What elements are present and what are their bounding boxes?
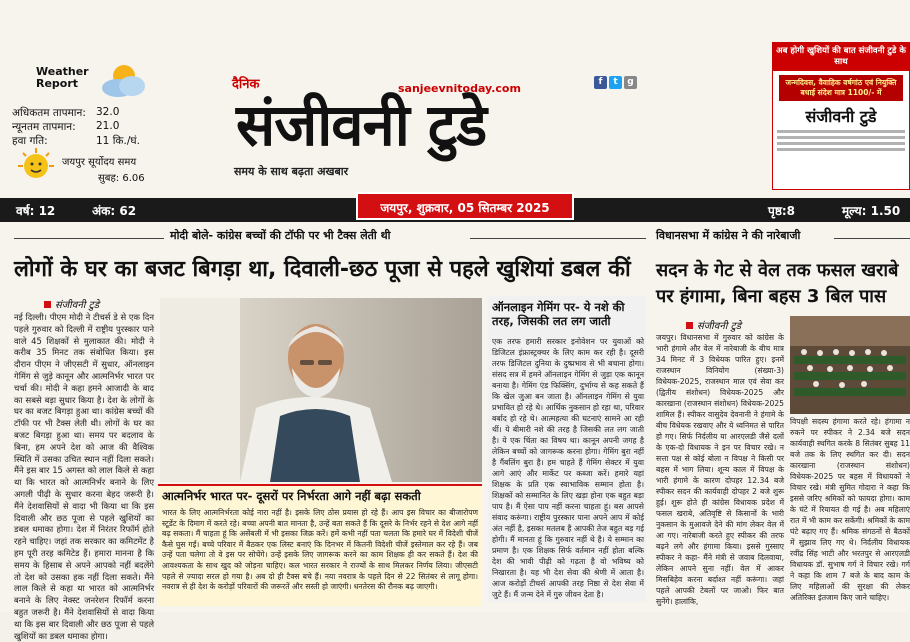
tagline: समय के साथ बढ़ता अखबार bbox=[234, 165, 349, 178]
issue-label: अंक: 62 bbox=[92, 204, 137, 218]
ad-offer: जन्मदिवस, वैवाहिक वर्षगांठ एवं नियुक्ति बधाई संदेश मात्र 1100/- में bbox=[779, 75, 903, 101]
weather-title: Weather Report bbox=[36, 65, 89, 90]
year-label: वर्ष: 12 bbox=[16, 204, 56, 218]
gaming-story-headline: ऑनलाइन गेमिंग पर- ये नशे की तरह, जिसकी लत लग जाती bbox=[492, 300, 625, 328]
boxed-story-headline: आत्मनिर्भर भारत पर- दूसरों पर निर्भरता आगे नहीं बढ़ा सकती bbox=[162, 489, 421, 503]
divider bbox=[14, 238, 164, 239]
main-byline: संजीवनी टुडे bbox=[44, 297, 99, 311]
main-headline: लोगों के घर का बजट बिगड़ा था, दिवाली-छठ पूजा से पहले खुशियां डबल कीं bbox=[14, 257, 631, 282]
min-temp: न्यूनतम तापमान: 21.0 bbox=[12, 120, 120, 133]
gaming-story-body: एक तरफ हमारी सरकार इनोवेशन पर युवाओं को डिजिटल इंफ्रास्ट्रक्चर के लिए काम कर रही है। दूसरी तरफ डिजिटल दुनिया के दुष्प्रभाव से भी बचाना होगा। संसद सत्र में हमने ऑनलाइन गेमिंग से जुड़ा एक कानून बनाया है। गेमिंग एंड फिक्सिंग, दुर्भाग्य से कह सकते हैं कि खेल जुआ बन जाता है। ऑनलाइन गेमिंग से युवा प्रभावित हो रहे थे। आर्थिक नुकसान हो रहा था, परिवार बर्बाद हो रहे थे। आत्महत्या की घटनाएं सामने आ रही थीं। ये बीमारी नशे की तरह है जिसकी लत लग जाती है। ये एक चिंता का विषय था। कानून अपनी जगह है लेकिन बच्चों को जागरूक करना होगा। गेमिंग बुरा नहीं है गैंबलिंग बुरा है। हम चाहते हैं गेमिंग सेक्टर में युवा आगे आएं और मार्केट पर कब्जा करें। हमारे यहां शिक्षक के प्रति एक स्वाभाविक सम्मान होता है। शिक्षकों को सम्मानित के लिए खड़ा होना एक बहुत बड़ा पाप है। मैं ऐसा पाप नहीं करना चाहता हूं। बस आपसे संवाद करूंगा। राष्ट्रीय पुरस्कार पाना अपने आप में कोई अंत नहीं है, इसका मतलब है आपकी तेज बहुत बड़ गई होगी। मैं मानता हूं कि गुरुवार नहीं थे है। ये सम्मान का प्रमाण है। एक शिक्षक सिर्फ वर्तमान नहीं होता बल्कि देश की भावी पीढ़ी को गढ़ता है वो भविष्य को निखारता है। यह भी देश सेवा की श्रेणी में आता है। आज करोड़ों टीचर्स आपकी तरह निष्ठा से देश सेवा में जुटे हैं। मैं जन्म देने में गुरु जीवन देता है। bbox=[492, 337, 644, 599]
website-link[interactable]: sanjeevnitoday.com bbox=[398, 82, 521, 95]
assembly-photo bbox=[790, 316, 910, 414]
ad-headline: अब होगी खुशियों की बात संजीवनी टुडे के साथ bbox=[773, 43, 909, 71]
right-byline: संजीवनी टुडे bbox=[686, 318, 741, 332]
divider bbox=[470, 238, 646, 239]
max-temp: अधिकतम तापमान: 32.0 bbox=[12, 106, 120, 119]
right-kicker: विधानसभा में कांग्रेस ने की नारेबाजी bbox=[656, 229, 801, 242]
masthead-prefix: दैनिक bbox=[232, 77, 260, 92]
newspaper-logo: संजीवनी टुडे bbox=[236, 91, 487, 159]
wind-speed: हवा गति: 11 कि./घं. bbox=[12, 135, 140, 147]
boxed-story bbox=[158, 484, 482, 606]
sun-cloud-icon bbox=[94, 62, 150, 102]
twitter-icon[interactable]: t bbox=[609, 76, 622, 89]
divider bbox=[834, 238, 910, 239]
boxed-story-body: भारत के लिए आत्मनिर्भरता कोई नारा नहीं है। इसके लिए ठोस प्रयास हो रहे हैं। आप इस विचार का बीजारोपण स्टूडेंट के दिमाग में करते रहे। बच्चा अपनी बात मानता है, उन्हें बता सकते हैं कि दूसरे के निर्भर रहने से देश आगे नहीं बढ़ सकता। मैं चाहता हूं कि असेंबली में भी इसका जिक्र करें। हमें कभी नहीं पता चलता कि हमारे घर में विदेशी चीजें कैसे घुस गईं। बच्चे परिवार में बैठकर एक लिस्ट बनाएं कि दिनभर में कितनी विदेशी चीजें इस्तेमाल कर रहे हैं। जब उन्हें पता चलेगा तो वे इस पर सोचेंगे। उन्हें इसके लिए जागरूक करने का काम शिक्षक ही कर सकते हैं। देश की आवश्यकता के साथ खुद को जोड़ना चाहिए। कल भारत सरकार ने राज्यों के साथ मिलकर निर्णय लिया। जीएसटी पहले से ज्यादा सरल हो गया है। अब दो ही टैक्स बचे हैं। नया नवरात्र के पहले दिन से 22 सितंबर से लागू होगा। नवरात्र से ही देश के करोड़ों परिवारों की जरूरतें और सस्ती हो जाएंगी। धनतेरस की रौनक बढ़ जाएगी। bbox=[162, 508, 478, 592]
masthead bbox=[228, 72, 638, 182]
ad-fineprint bbox=[777, 130, 905, 151]
ad-brand: संजीवनी टुडे bbox=[805, 107, 877, 126]
advertisement bbox=[772, 42, 910, 190]
sun-face-icon bbox=[16, 148, 56, 184]
right-headline: सदन के गेट से वेल तक फसल खराबे पर हंगामा, बिना बहस 3 बिल पास bbox=[656, 260, 899, 307]
facebook-icon[interactable]: f bbox=[594, 76, 607, 89]
main-story-body: नई दिल्ली। पीएम मोदी ने टीचर्स डे से एक दिन पहले गुरुवार को दिल्ली में राष्ट्रीय पुरस्कार पाने वाले 45 शिक्षकों से मुलाकात की। मोदी ने करीब 35 मिनट तक संबोधित किया। इस दौरान पीएम ने जीएसटी में सुधार, ऑनलाइन गेमिंग से जुड़े कानून और आत्मनिर्भर भारत पर चर्चा की। मोदी ने कहा हमने आजादी के बाद का सबसे बड़ा सुधार किया है। देश के लोगों के घर का बजट बिगड़ा हुआ था। कांग्रेस बच्चों की टॉफी पर भी टैक्स लेती थी। लोगों के घर का बजट बिगड़ा हुआ था। समय पर बदलाव के बिना, हम अपने देश को आज की वैश्विक स्थिति में उसका उचित स्थान नहीं दिला सकते। मैंने इस बार 15 अगस्त को लाल किले से कहा था कि भारत को आत्मनिर्भर बनाने के लिए अगली पीढ़ी के सुधार करना बेहद जरूरी है। मैंने देशवासियों से वादा भी किया था कि इस दिवाली और छठ पूजा से पहले खुशियों का डबल धमाका होगा। देश में निरंतर रिफॉर्म होते रहने चाहिए। जहां तक सरकार का कमिटमेंट है हम पूरी तरह कमिटेड हैं। हमारा मानना है कि समय के हिसाब से अपने आपको नहीं बदलेंगे तो देश को उसका हक नहीं दिला सकते। मैंने लाल किले से कहा था भारत को आत्मनिर्भर बनाने के लिए नेक्स्ट जनरेशन रिफॉर्म करना बहुत जरूरी है। मैंने देशवासियों से वादा किया था कि इस बार दिवाली और छठ पूजा से पहले खुशियों का डबल धमाका होगा। bbox=[14, 312, 154, 641]
date-line: जयपुर, शुक्रवार, 05 सितम्बर 2025 bbox=[356, 192, 574, 220]
google-plus-icon[interactable]: g bbox=[624, 76, 637, 89]
gaming-story bbox=[488, 296, 646, 602]
sunrise-time: सुबह: 6.06 bbox=[98, 173, 145, 184]
pages-label: पृष्ठ:8 bbox=[768, 204, 796, 218]
pm-photo bbox=[160, 298, 482, 482]
sunrise-label: जयपुर सूर्योदय समय bbox=[62, 157, 137, 168]
right-story-body-left: जयपुर। विधानसभा में गुरुवार को कांग्रेस के भारी हंगामे और वेल में नारेबाजी के बीच मात्र 34 मिनट में 3 विधेयक पारित हुए। इनमें राजस्थान विनियोग (संख्या-3) विधेयक-2025, राजस्थान माल एवं सेवा कर (द्वितीय संशोधन) विधेयक-2025 और कारखाना (राजस्थान संशोधन) विधेयक-2025 शामिल हैं। स्पीकर वासुदेव देवनानी ने हंगामे के बीच विधेयक रखवाए और ये ध्वनिमत से पारित हो गए। सिर्फ निर्दलीय या आरएलडी जैसे दलों के एक-दो विधायक ने इन पर विचार रखे। न सत्ता पक्ष से कोई बोला न विपक्ष ने किसी पर बहस में भाग लिया। शून्य काल में विपक्ष के भारी हंगामे के कारण दोपहर 12.34 बजे स्पीकर सदन की कार्यवाही दोपहर 2 बजे शुरू हुई। शुरू होते ही कांग्रेस विधायक प्रदेश में फसल खराबे, अतिवृष्टि से किसानों के भारी नुकसान के मुआवजे देने की मांग लेकर वेल में आ गए। नारेबाजी करते हुए स्पीकर की तरफ बढ़ने लगे और हंगामा किया। इससे गुस्साए स्पीकर ने कहा- मैंने मंत्री से जवाब दिलवाया, लेकिन आपने सुना नहीं। वेल में आकर मिसबिहेव करना बर्दाश्त नहीं करूंगा। जहां पहले आपकी टेबलों पर जाओ। फिर बात सुनेंगे। हालांकि, bbox=[656, 333, 784, 606]
social-icons bbox=[594, 76, 637, 89]
right-story-body-right: विपक्षी सदस्य हंगामा करते रहे। हंगामा न रुकने पर स्पीकर ने 2.34 बजे सदन कार्यवाही स्थगित करके 8 सितंबर सुबह 11 बजे तक के लिए स्थगित कर दी। सदन कारखाना (राजस्थान संशोधन) विधेयक-2025 पर बहस में विधायकों ने विचार रखे। मंत्री सुमित गोदारा ने कहा कि इससे जरिए श्रमिकों को फायदा होगा। काम के घंटे में रियायत दी गई है। अब महिलाएं रात में भी काम कर सकेंगी। श्रमिकों के काम घंटे बढ़ाए गए हैं। श्रमिक संगठनों से बैठकों में सुझाव लिए गए थे। निर्दलीय विधायक रवींद्र सिंह भाटी और भरतपुर से आरएलडी विधायक डॉ. सुभाष गर्ग ने विचार रखे। गर्ग ने कहा कि शाम 7 बजे के बाद काम के लिए महिलाओं की सुरक्षा की लेकर अतिरिक्त इंतजाम किए जाने चाहिए। bbox=[790, 417, 910, 602]
left-kicker: मोदी बोले- कांग्रेस बच्चों की टॉफी पर भी टैक्स लेती थी bbox=[170, 229, 391, 242]
weather-report bbox=[10, 60, 200, 190]
price-label: मूल्य: 1.50 bbox=[842, 204, 901, 218]
